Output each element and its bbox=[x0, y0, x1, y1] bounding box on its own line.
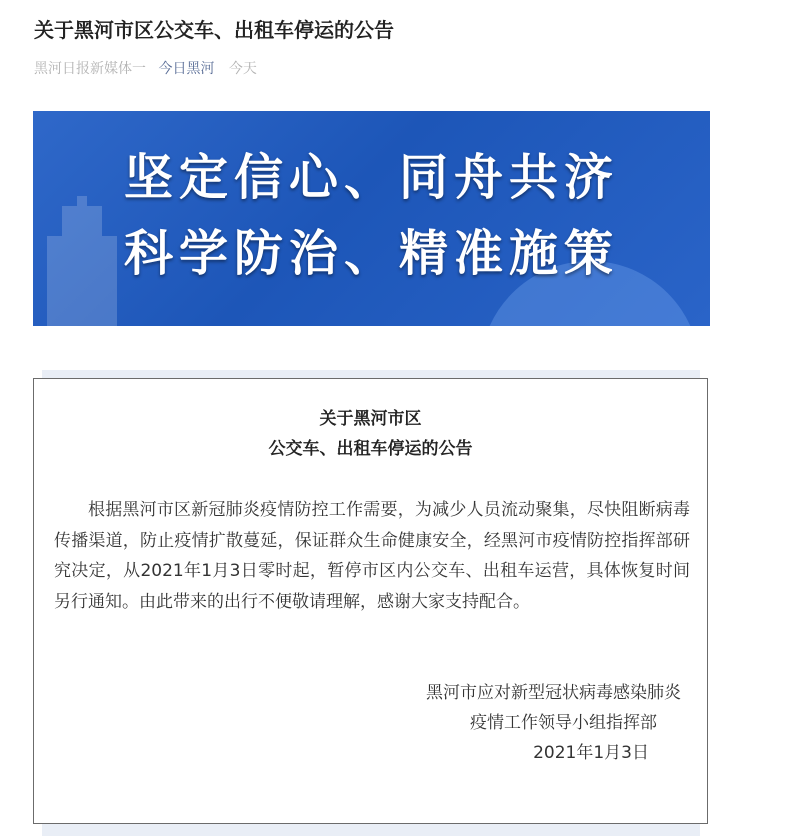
article-meta bbox=[34, 58, 257, 80]
notice-signature-line2: 疫情工作领导小组指挥部 bbox=[470, 713, 657, 733]
publish-date: 今天 bbox=[228, 61, 257, 77]
account-link[interactable]: 今日黑河 bbox=[158, 61, 215, 77]
notice-body: 根据黑河市区新冠肺炎疫情防控工作需要，为减少人员流动聚集，尽快阻断病毒传播渠道，防止疫情扩散蔓延，保证群众生命健康安全，经黑河市疫情防控指挥部研究决定，从2021年1月3日零时起，暂停市区内公交车、出租车运营，具体恢复时间另行通知。由此带来的出行不便敬请理解，感谢大家支持配合。 bbox=[54, 500, 690, 612]
notice-heading-line2: 公交车、出租车停运的公告 bbox=[268, 439, 473, 459]
article-source: 黑河日报新媒体一 bbox=[34, 61, 146, 77]
banner-slogan-line1: 坚定信心、同舟共济 bbox=[123, 149, 619, 206]
banner-slogan-line2: 科学防治、精准施策 bbox=[123, 225, 619, 282]
article-title: 关于黑河市区公交车、出租车停运的公告 bbox=[34, 18, 394, 42]
notice-signature-date: 2021年1月3日 bbox=[533, 743, 649, 763]
notice-card bbox=[33, 378, 708, 824]
notice-heading-line1: 关于黑河市区 bbox=[319, 409, 422, 429]
notice-signature-line1: 黑河市应对新型冠状病毒感染肺炎 bbox=[426, 683, 681, 703]
banner-image bbox=[33, 111, 710, 326]
